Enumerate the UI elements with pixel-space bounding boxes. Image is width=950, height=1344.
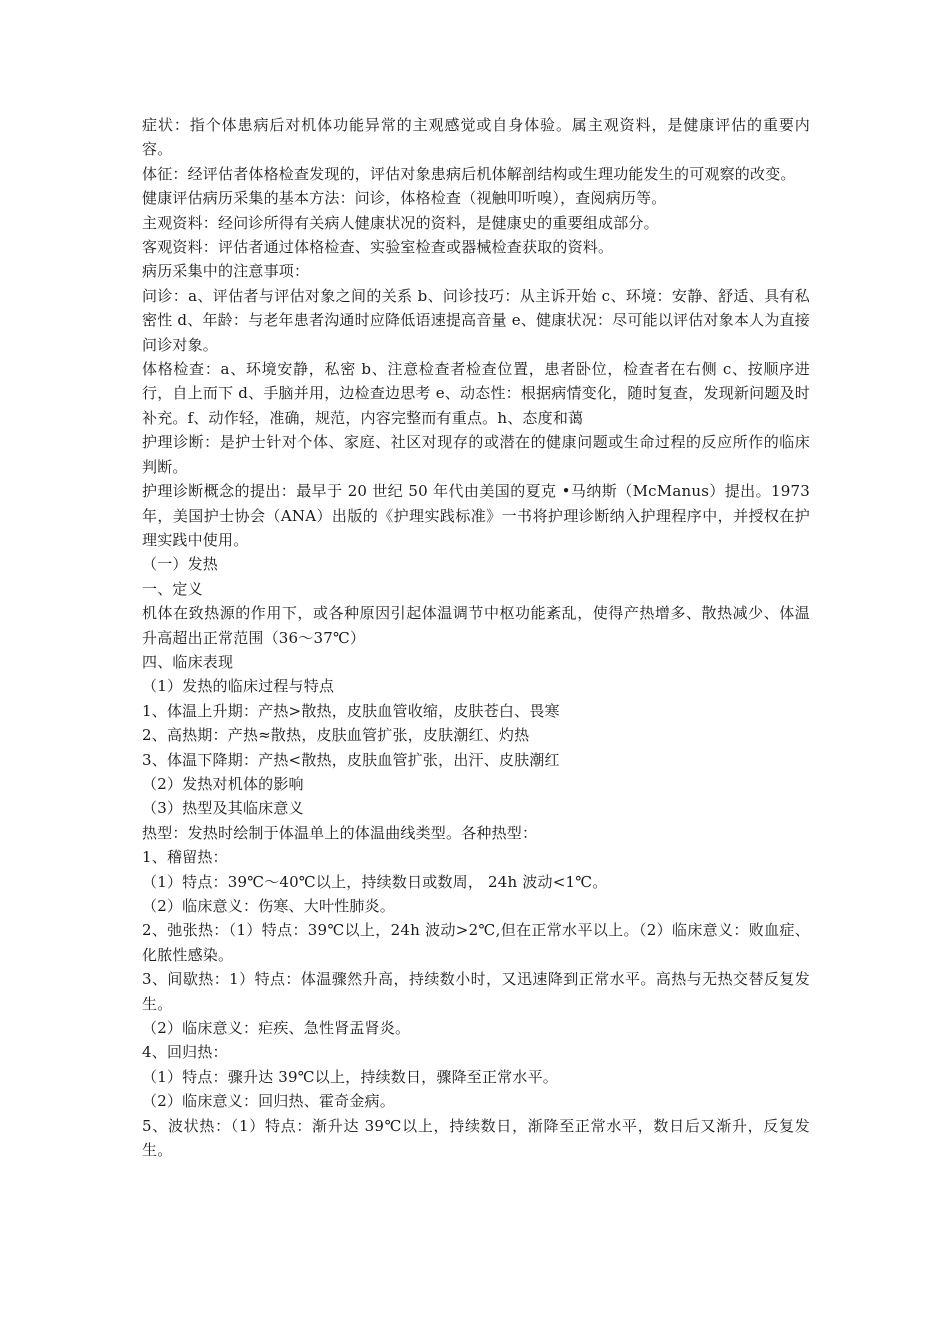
para-diagnosis-history: 护理诊断概念的提出：最早于 20 世纪 50 年代由美国的夏克 •马纳斯（McManus）提出。1973 年，美国护士协会（ANA）出版的《护理实践标准》一书将护理诊断纳入护理程序中，并授权在护理实践中使用。 [142, 482, 810, 549]
para-nursing-diagnosis: 护理诊断：是护士针对个体、家庭、社区对现存的或潜在的健康问题或生命过程的反应所作的临床判断。 [142, 433, 810, 476]
para-rise-phase: 1、体温上升期：产热>散热，皮肤血管收缩，皮肤苍白、畏寒 [142, 701, 560, 720]
para-relapsing-significance: （2）临床意义：回归热、霍奇金病。 [142, 1092, 395, 1111]
para-definition-heading: 一、定义 [142, 579, 203, 598]
para-symptom: 症状：指个体患病后对机体功能异常的主观感觉或自身体验。属主观资料，是健康评估的重要内容。 [142, 116, 810, 159]
para-continued-feature: （1）特点：39℃～40℃以上，持续数日或数周， 24h 波动<1℃。 [142, 872, 608, 891]
para-fever-types-heading: （3）热型及其临床意义 [142, 799, 304, 818]
para-continued-fever: 1、稽留热： [142, 848, 228, 867]
para-intermittent-fever: 3、间歇热：1）特点：体温骤然升高，持续数小时，又迅速降到正常水平。高热与无热交替反复发生。 [142, 970, 810, 1013]
para-inquiry: 问诊：a、评估者与评估对象之间的关系 b、问诊技巧：从主诉开始 c、环境：安静、舒适、具有私密性 d、年龄：与老年患者沟通时应降低语速提高音量 e、健康状况：尽可能以评估对象本人为直接问诊对象。 [142, 286, 810, 354]
para-remittent-fever: 2、弛张热：（1）特点：39℃以上，24h 波动>2℃,但在正常水平以上。（2）临床意义：败血症、化脓性感染。 [142, 921, 810, 964]
para-objective-data: 客观资料：评估者通过体格检查、实验室检查或器械检查获取的资料。 [142, 238, 614, 257]
para-clinical-heading: 四、临床表现 [142, 652, 234, 671]
para-undulant-fever: 5、波状热：（1）特点：渐升达 39℃以上，持续数日，渐降至正常水平，数日后又渐升，反复发生。 [142, 1116, 810, 1160]
para-relapsing-feature: （1）特点：骤升达 39℃以上，持续数日，骤降至正常水平。 [142, 1067, 558, 1086]
para-fever-impact: （2）发热对机体的影响 [142, 774, 304, 793]
para-fever-heading: （一）发热 [142, 555, 219, 574]
para-notes-heading: 病历采集中的注意事项： [142, 262, 310, 281]
document-body [142, 113, 810, 1162]
para-fever-type-definition: 热型：发热时绘制于体温单上的体温曲线类型。各种热型： [142, 823, 538, 842]
para-clinical-process: （1）发热的临床过程与特点 [142, 677, 335, 696]
para-relapsing-fever: 4、回归热： [142, 1043, 228, 1062]
para-fever-definition: 机体在致热源的作用下，或各种原因引起体温调节中枢功能紊乱，使得产热增多、散热减少、体温升高超出正常范围（36～37℃） [142, 604, 810, 647]
para-intermittent-significance: （2）临床意义：疟疾、急性肾盂肾炎。 [142, 1019, 411, 1038]
para-sign: 体征：经评估者体格检查发现的，评估对象患病后机体解剖结构或生理功能发生的可观察的改变。 [142, 164, 796, 183]
para-physical-exam: 体格检查：a、环境安静，私密 b、注意检查者检查位置，患者卧位，检查者在右侧 c、按顺序进行，自上而下 d、手脑并用，边检查边思考 e、动态性：根据病情变化，随时复查，发现新问题及时补充。f、动作轻，准确，规范，内容完整而有重点。h、态度和蔼 [142, 360, 810, 427]
para-basic-methods: 健康评估病历采集的基本方法：问诊，体格检查（视触叩听嗅），查阅病历等。 [142, 189, 667, 208]
para-fall-phase: 3、体温下降期：产热<散热，皮肤血管扩张，出汗、皮肤潮红 [142, 750, 560, 769]
para-continued-significance: （2）临床意义：伤寒、大叶性肺炎。 [142, 897, 395, 915]
para-high-phase: 2、高热期：产热≈散热，皮肤血管扩张，皮肤潮红、灼热 [142, 726, 530, 745]
para-subjective-data: 主观资料：经问诊所得有关病人健康状况的资料，是健康史的重要组成部分。 [142, 213, 659, 232]
